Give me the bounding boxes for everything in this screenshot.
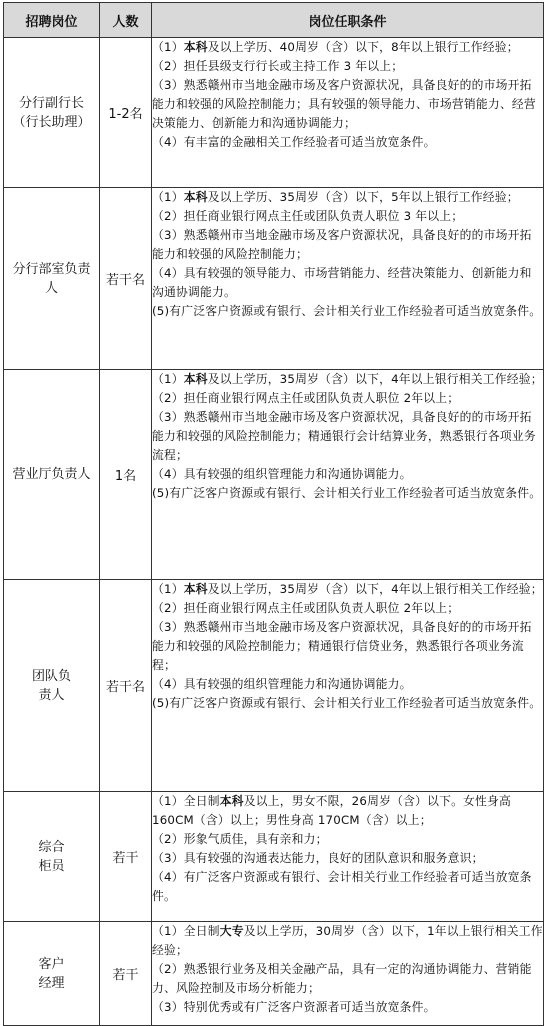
requirement-item	[152, 618, 543, 675]
requirement-text: (5)有广泛客户资源或有银行、会计相关行业工作经验者可适当放宽条件。	[152, 696, 542, 710]
table-row	[4, 38, 544, 188]
table-row	[4, 922, 544, 1026]
requirement-emphasis: 本科	[183, 190, 208, 204]
requirement-item	[152, 389, 543, 408]
position-name: 营业厅负责人	[12, 467, 91, 482]
requirement-item	[152, 465, 543, 484]
position-name: 分行部室负责 人	[12, 261, 91, 296]
requirements-cell	[152, 188, 544, 370]
requirements-cell	[152, 38, 544, 188]
count-cell: 1-2名	[100, 38, 152, 188]
requirement-item	[152, 998, 543, 1017]
position-cell	[4, 580, 100, 792]
count-cell: 若干	[100, 922, 152, 1026]
requirements-cell	[152, 580, 544, 792]
position-cell	[4, 792, 100, 922]
position-name: 分行副行长 （行长助理）	[12, 95, 91, 130]
requirement-text: 及以上学历，35周岁（含）以下，4年以上银行相关工作经验；	[207, 582, 543, 596]
requirement-item	[152, 960, 543, 998]
header-requirements: 岗位任职条件	[152, 3, 544, 38]
requirement-text: （3）熟悉赣州市当地金融市场及客户资源状况，具备良好的的市场开拓能力和较强的风险控制能力；精通银行信贷业务，熟悉银行各项业务流程；	[152, 620, 532, 672]
requirement-text: （1）	[152, 190, 184, 204]
requirement-text: （4）有广泛客户资源或有银行、会计相关行业工作经验者可适当放宽条件。	[152, 870, 532, 903]
requirement-text: （1）	[152, 582, 184, 596]
requirement-item	[152, 133, 543, 152]
requirement-text: （2）担任商业银行网点主任或团队负责人职位 3 年以上；	[152, 209, 464, 223]
table-header-row	[4, 3, 544, 38]
requirement-text: (5)有广泛客户资源或有银行、会计相关行业工作经验者可适当放宽条件。	[152, 304, 542, 318]
requirement-item	[152, 370, 543, 389]
requirement-item	[152, 922, 543, 960]
requirement-item	[152, 207, 543, 226]
header-count: 人数	[100, 3, 152, 38]
header-position: 招聘岗位	[4, 3, 100, 38]
requirement-text: 及以上学历，35周岁（含）以下，4年以上银行相关工作经验；	[207, 372, 543, 386]
position-name: 团队负 责人	[31, 668, 71, 703]
position-cell	[4, 38, 100, 188]
requirement-text: （1）全日制	[152, 794, 220, 808]
requirement-text: （2）担任商业银行网点主任或团队负责人职位 2年以上；	[152, 601, 460, 615]
requirement-emphasis: 大专	[219, 924, 244, 938]
requirement-emphasis: 本科	[183, 40, 208, 54]
table-row	[4, 580, 544, 792]
requirement-item	[152, 408, 543, 465]
position-cell	[4, 922, 100, 1026]
count-cell: 若干名	[100, 188, 152, 370]
count-cell: 1名	[100, 370, 152, 580]
count-cell: 若干	[100, 792, 152, 922]
requirement-text: （2）担任商业银行网点主任或团队负责人职位 2年以上；	[152, 391, 460, 405]
requirement-text: 及以上学历、35周岁（含）以下，5年以上银行工作经验；	[207, 190, 519, 204]
count-cell: 若干名	[100, 580, 152, 792]
requirement-item	[152, 792, 543, 830]
requirement-text: （4）具有较强的领导能力、市场营销能力、经营决策能力、创新能力和沟通协调能力。	[152, 266, 532, 299]
requirement-item	[152, 580, 543, 599]
requirement-text: （3）具有较强的沟通表达能力，良好的团队意识和服务意识；	[152, 851, 484, 865]
position-cell	[4, 370, 100, 580]
position-name: 综合 柜员	[38, 839, 65, 874]
requirements-cell	[152, 922, 544, 1026]
requirement-text: 及以上学历、40周岁（含）以下，8年以上银行工作经验；	[207, 40, 519, 54]
requirement-text: （2）形象气质佳，具有亲和力；	[152, 832, 328, 846]
requirement-item	[152, 675, 543, 694]
requirement-item	[152, 599, 543, 618]
requirement-item	[152, 264, 543, 302]
table-body	[4, 38, 544, 1026]
requirement-item	[152, 830, 543, 849]
requirement-text: （1）	[152, 372, 184, 386]
requirement-item	[152, 76, 543, 133]
requirements-cell	[152, 370, 544, 580]
recruitment-table	[3, 2, 544, 1026]
requirement-text: （3）熟悉赣州市当地金融市场及客户资源状况，具备良好的的市场开拓能力和较强的风险控制能力；	[152, 228, 532, 261]
requirement-text: （1）全日制	[152, 924, 220, 938]
table-row	[4, 188, 544, 370]
requirement-text: 及以上，男女不限，26周岁（含）以下。女性身高 160CM（含）以上；男性身高 170CM（含）以上；	[152, 794, 512, 827]
requirement-item	[152, 868, 543, 906]
requirement-text: （2）熟悉银行业务及相关金融产品，具有一定的沟通协调能力、营销能力、风险控制及市场分析能力；	[152, 962, 532, 995]
requirement-text: （4）具有较强的组织管理能力和沟通协调能力。	[152, 467, 412, 481]
requirement-item	[152, 226, 543, 264]
position-cell	[4, 188, 100, 370]
requirement-emphasis: 本科	[183, 372, 208, 386]
requirement-text: (5)有广泛客户资源或有银行、会计相关行业工作经验者可适当放宽条件。	[152, 486, 542, 500]
requirements-cell	[152, 792, 544, 922]
requirement-text: （3）熟悉赣州市当地金融市场及客户资源状况，具备良好的的市场开拓能力和较强的风险控制能力；精通银行会计结算业务，熟悉银行各项业务流程；	[152, 410, 536, 462]
requirement-item	[152, 484, 543, 503]
table-row	[4, 370, 544, 580]
requirement-emphasis: 本科	[219, 794, 244, 808]
requirement-text: （1）	[152, 40, 184, 54]
requirement-emphasis: 本科	[183, 582, 208, 596]
requirement-item	[152, 849, 543, 868]
requirement-text: （2）担任县级支行行长或主持工作 3 年以上；	[152, 59, 404, 73]
requirement-item	[152, 188, 543, 207]
requirement-text: （3）特别优秀或有广泛客户资源者可适当放宽条件。	[152, 1000, 436, 1014]
requirement-text: （4）具有较强的组织管理能力和沟通协调能力。	[152, 677, 412, 691]
requirement-item	[152, 38, 543, 57]
requirement-item	[152, 694, 543, 713]
requirement-text: 及以上学历，30周岁（含）以下，1年以上银行相关工作经验；	[152, 924, 543, 957]
requirement-item	[152, 302, 543, 321]
requirement-text: （3）熟悉赣州市当地金融市场及客户资源状况，具备良好的的市场开拓能力和较强的风险控制能力；具有较强的领导能力、市场营销能力、经营决策能力、创新能力和沟通协调能力；	[152, 78, 536, 130]
table-row	[4, 792, 544, 922]
requirement-item	[152, 57, 543, 76]
position-name: 客户 经理	[38, 956, 65, 991]
requirement-text: （4）有丰富的金融相关工作经验者可适当放宽条件。	[152, 135, 436, 149]
